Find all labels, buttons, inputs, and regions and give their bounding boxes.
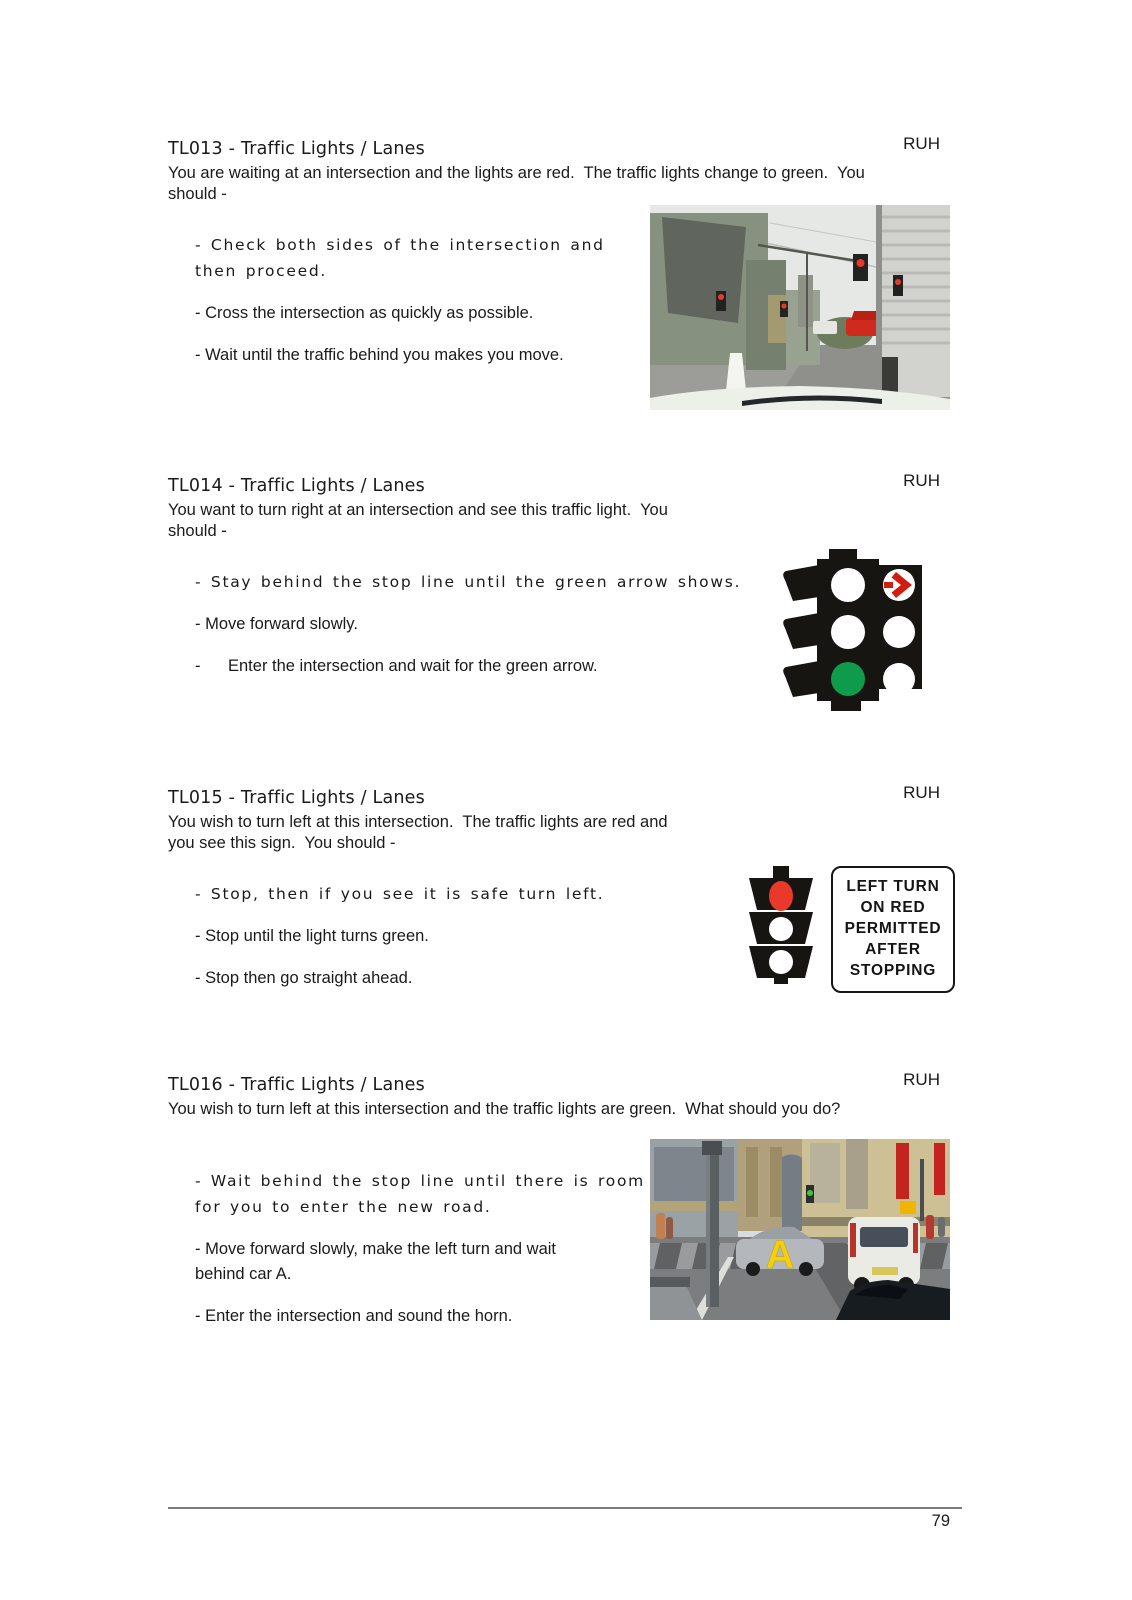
car-a-label: A bbox=[765, 1233, 795, 1277]
red-signal-light bbox=[769, 881, 793, 911]
question-code-title: TL015 - Traffic Lights / Lanes bbox=[168, 788, 425, 808]
question-tag: RUH bbox=[903, 1070, 940, 1089]
page-number: 79 bbox=[931, 1512, 950, 1530]
question-text bbox=[168, 1099, 940, 1120]
question-header bbox=[168, 471, 940, 498]
red-banner bbox=[934, 1143, 945, 1195]
question-code-title: TL016 - Traffic Lights / Lanes bbox=[168, 1075, 425, 1095]
traffic-signal-box bbox=[853, 254, 868, 281]
question-line: should - bbox=[168, 185, 227, 203]
footer-rule bbox=[168, 1507, 962, 1509]
red-signal-light bbox=[857, 259, 865, 267]
question-line: You wish to turn left at this intersection and the traffic lights are green. What should you do? bbox=[168, 1100, 841, 1118]
question-text bbox=[168, 812, 940, 854]
option-line: behind car A. bbox=[195, 1265, 292, 1283]
traffic-light-arrow-illustration bbox=[779, 549, 922, 711]
left-turn-on-red-sign bbox=[831, 866, 955, 993]
question-section-tl015 bbox=[168, 783, 940, 1008]
question-tag: RUH bbox=[903, 471, 940, 490]
option-line: - Wait behind the stop line until there is room bbox=[195, 1172, 645, 1190]
option-line: - Cross the intersection as quickly as possible. bbox=[195, 304, 534, 322]
question-text bbox=[168, 163, 940, 205]
question-tag: RUH bbox=[903, 134, 940, 153]
option-line: - Wait until the traffic behind you makes you move. bbox=[195, 346, 564, 364]
yellow-shop-sign bbox=[900, 1201, 916, 1214]
red-traffic-light-svg bbox=[746, 866, 816, 984]
option-line: for you to enter the new road. bbox=[195, 1198, 492, 1216]
pedestrian bbox=[938, 1217, 945, 1237]
option-line: - Enter the intersection and wait for the green arrow. bbox=[195, 657, 598, 675]
option-line: - Check both sides of the intersection and bbox=[195, 236, 605, 254]
red-arrow-dash bbox=[884, 582, 893, 588]
question-header bbox=[168, 783, 940, 810]
sign-line: AFTER bbox=[865, 941, 921, 958]
question-tag: RUH bbox=[903, 783, 940, 802]
question-line: You want to turn right at an intersection and see this traffic light. You bbox=[168, 501, 668, 519]
intersection-photo-tl013 bbox=[650, 205, 950, 410]
traffic-light-arrow-svg bbox=[779, 549, 922, 711]
question-header bbox=[168, 1070, 940, 1097]
question-code-title: TL014 - Traffic Lights / Lanes bbox=[168, 476, 425, 496]
sign-line: PERMITTED bbox=[844, 920, 942, 937]
option-line: - Stop then go straight ahead. bbox=[195, 969, 413, 987]
red-traffic-light-illustration bbox=[746, 866, 816, 984]
option-line: - Stop until the light turns green. bbox=[195, 927, 429, 945]
red-banner bbox=[896, 1143, 909, 1199]
option-line: - Stop, then if you see it is safe turn left. bbox=[195, 885, 605, 903]
option-line: - Move forward slowly, make the left turn and wait bbox=[195, 1240, 557, 1258]
question-header bbox=[168, 134, 940, 161]
question-text bbox=[168, 500, 940, 542]
sign-line: ON RED bbox=[860, 899, 926, 916]
intersection-photo-svg bbox=[650, 205, 950, 410]
pedestrian bbox=[926, 1215, 934, 1239]
option-line: - Enter the intersection and sound the horn. bbox=[195, 1307, 513, 1325]
option bbox=[195, 966, 940, 991]
question-line: should - bbox=[168, 522, 227, 540]
option-line: - Move forward slowly. bbox=[195, 615, 358, 633]
option-line: - Stay behind the stop line until the green arrow shows. bbox=[195, 573, 742, 591]
options-list bbox=[195, 881, 940, 991]
option-correct bbox=[195, 881, 940, 907]
pedestrian bbox=[656, 1213, 665, 1239]
option bbox=[195, 924, 940, 949]
sign-line: STOPPING bbox=[849, 962, 937, 979]
question-code-title: TL013 - Traffic Lights / Lanes bbox=[168, 139, 425, 159]
green-signal-light bbox=[807, 1190, 813, 1196]
sign-line: LEFT TURN bbox=[846, 878, 940, 895]
question-line: you see this sign. You should - bbox=[168, 834, 396, 852]
intersection-photo-svg bbox=[650, 1139, 950, 1320]
pedestrian bbox=[666, 1217, 673, 1239]
option-line: then proceed. bbox=[195, 262, 328, 280]
question-line: You are waiting at an intersection and the lights are red. The traffic lights change to green. You bbox=[168, 164, 865, 182]
green-signal-light bbox=[831, 662, 865, 696]
intersection-photo-tl016 bbox=[650, 1139, 950, 1320]
question-line: You wish to turn left at this intersection. The traffic lights are red and bbox=[168, 813, 668, 831]
